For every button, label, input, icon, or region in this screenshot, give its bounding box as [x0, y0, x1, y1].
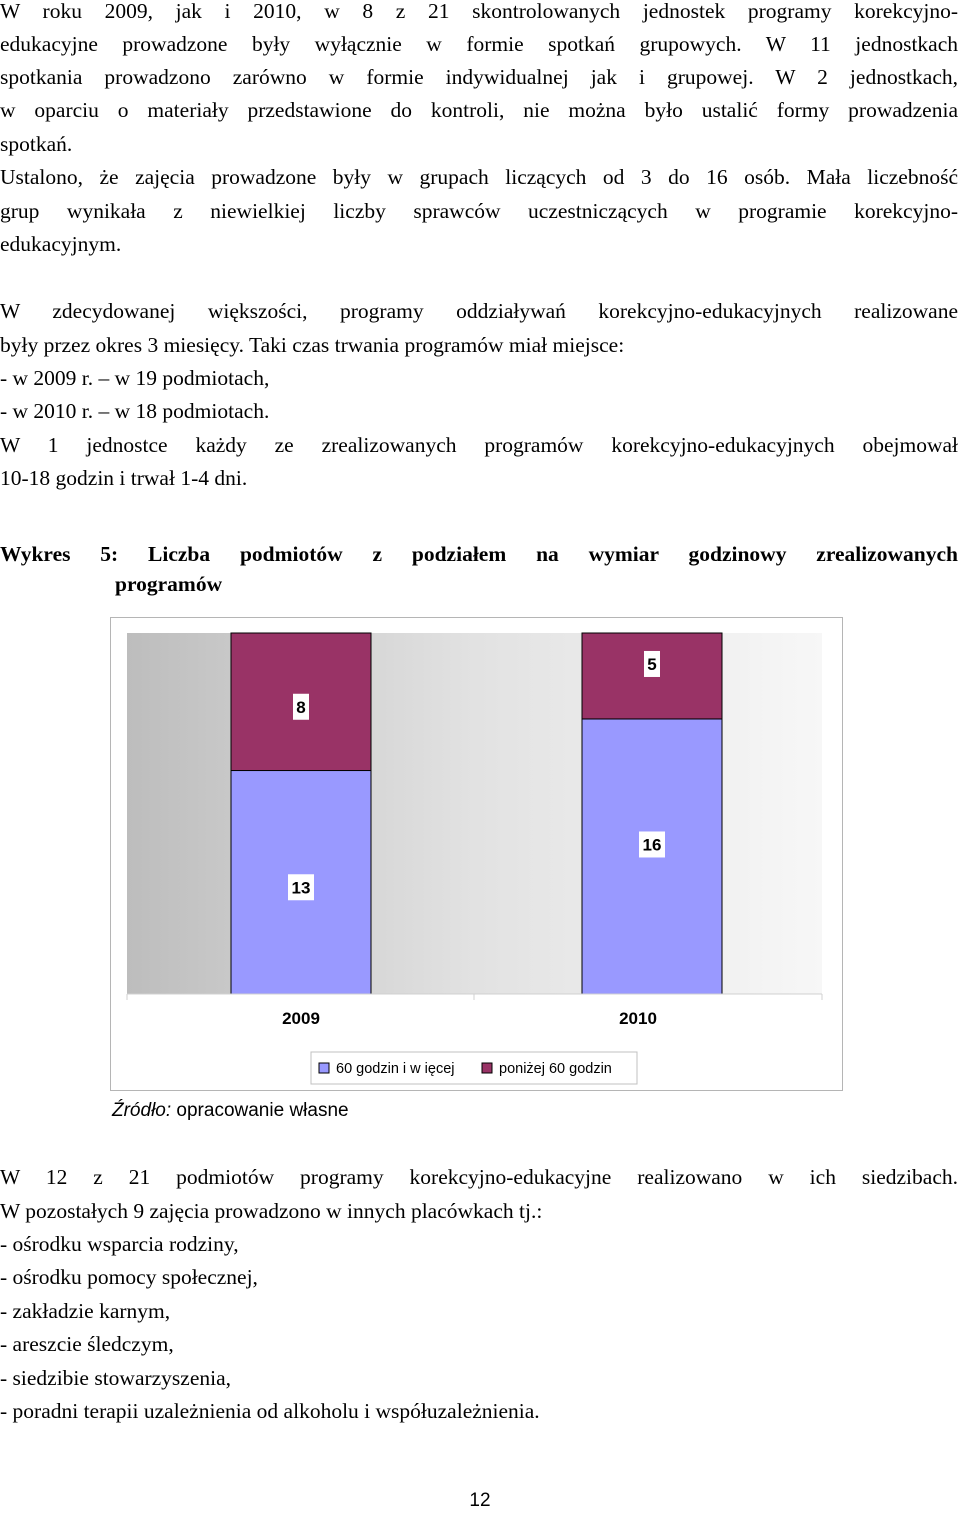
paragraph-line: W 1 jednostce każdy ze zrealizowanych programów korekcyjno-edukacyjnych obejmował: [0, 433, 958, 457]
data-label-2010-series-1: 16: [642, 835, 662, 855]
legend-label-series-1: 60 godzin i w ięcej: [336, 1061, 455, 1077]
paragraph-line: W 12 z 21 podmiotów programy korekcyjno-edukacyjne realizowano w ich siedzibach.: [0, 1165, 958, 1189]
legend-swatch-series-1: [319, 1063, 329, 1073]
list-item: - zakładzie karnym,: [0, 1299, 171, 1323]
list-item: - w 2010 r. – w 18 podmiotach.: [0, 399, 270, 423]
list-item: - ośrodku pomocy społecznej,: [0, 1265, 258, 1289]
source-label: Źródło:: [112, 1100, 172, 1121]
list-item: - ośrodku wsparcia rodziny,: [0, 1232, 239, 1256]
list-item: - areszcie śledczym,: [0, 1332, 174, 1356]
source-text: opracowanie własne: [176, 1100, 349, 1121]
stacked-bar-chart: [110, 617, 843, 1091]
paragraph-line: Ustalono, że zajęcia prowadzone były w grupach liczących od 3 do 16 osób. Mała liczebność: [0, 165, 958, 189]
list-item: - w 2009 r. – w 19 podmiotach,: [0, 366, 270, 390]
data-label-2009-series-2: 8: [296, 697, 306, 717]
paragraph-line: grup wynikała z niewielkiej liczby sprawców uczestniczących w programie korekcyjno-: [0, 199, 958, 223]
paragraph-line: 10-18 godzin i trwał 1-4 dni.: [0, 466, 248, 490]
list-item: - siedzibie stowarzyszenia,: [0, 1366, 232, 1390]
paragraph-line: spotkań.: [0, 132, 73, 156]
paragraph-line: w oparciu o materiały przedstawione do kontroli, nie można było ustalić formy prowadzenia: [0, 98, 958, 122]
paragraph-line: edukacyjne prowadzone były wyłącznie w formie spotkań grupowych. W 11 jednostkach: [0, 32, 958, 56]
paragraph-line: spotkania prowadzono zarówno w formie indywidualnej jak i grupowej. W 2 jednostkach,: [0, 65, 958, 89]
data-label-2009-series-1: 13: [291, 878, 311, 898]
legend-label-series-2: poniżej 60 godzin: [499, 1061, 612, 1077]
chart-heading-continued: programów: [115, 572, 223, 596]
page-number: 12: [469, 1490, 491, 1511]
data-label-2010-series-2: 5: [647, 654, 657, 674]
source-note: [112, 1100, 349, 1122]
x-tick-label-2010: 2010: [619, 1009, 657, 1028]
chart-heading: Wykres 5: Liczba podmiotów z podziałem na wymiar godzinowy zrealizowanych: [0, 542, 958, 566]
paragraph-line: W roku 2009, jak i 2010, w 8 z 21 skontrolowanych jednostek programy korekcyjno-: [0, 0, 958, 23]
legend: [311, 1052, 637, 1084]
paragraph-line: W zdecydowanej większości, programy oddziaływań korekcyjno-edukacyjnych realizowane: [0, 299, 958, 323]
legend-swatch-series-2: [482, 1063, 492, 1073]
paragraph-line: W pozostałych 9 zajęcia prowadzono w innych placówkach tj.:: [0, 1199, 543, 1223]
list-item: - poradni terapii uzależnienia od alkoholu i współuzależnienia.: [0, 1399, 540, 1423]
x-tick-label-2009: 2009: [282, 1009, 320, 1028]
paragraph-line: były przez okres 3 miesięcy. Taki czas trwania programów miał miejsce:: [0, 333, 625, 357]
paragraph-line: edukacyjnym.: [0, 232, 122, 256]
